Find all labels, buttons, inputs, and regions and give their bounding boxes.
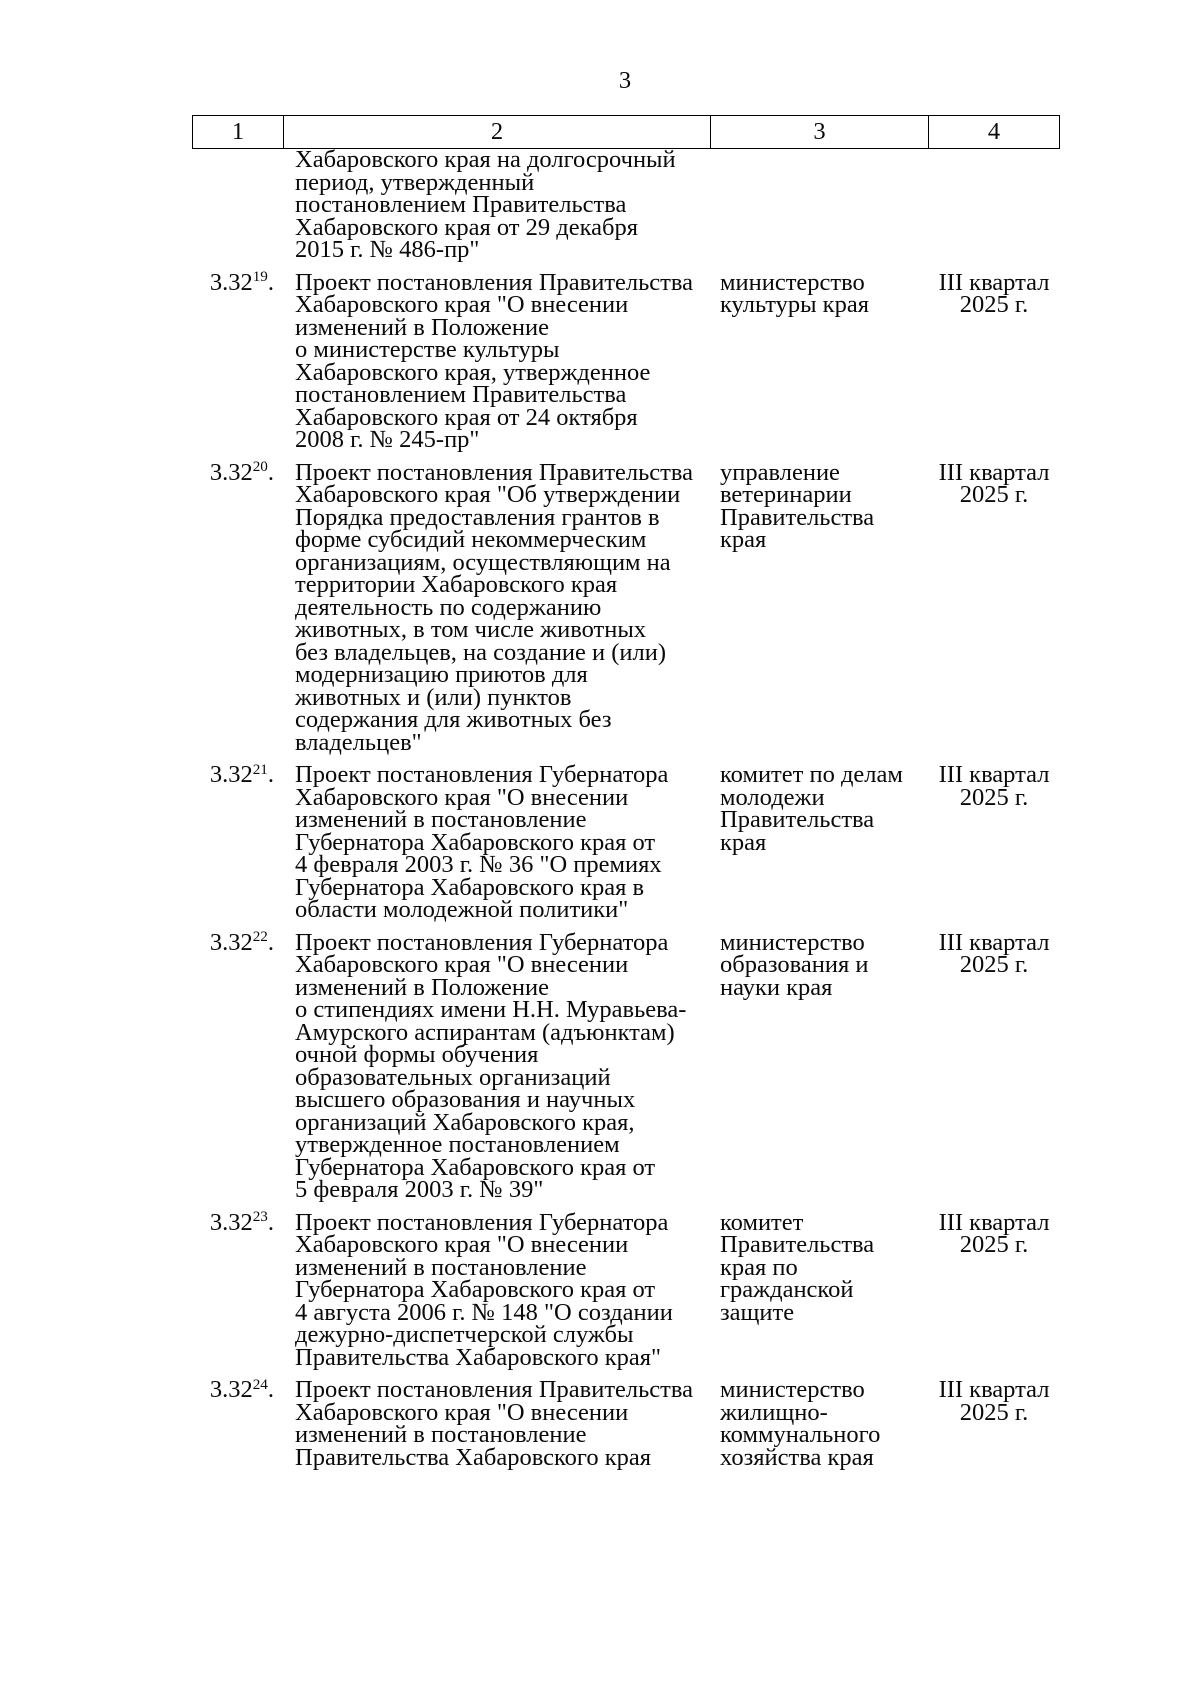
column-header-3: 3 (710, 116, 928, 148)
table-row (192, 262, 1060, 452)
item-number-suffix: . (267, 928, 274, 956)
item-executor: комитет по делам молодежи Правительства края (720, 761, 903, 856)
item-number-superscript: 19 (252, 268, 268, 286)
table-row (192, 452, 1060, 755)
item-deadline: III квартал 2025 г. (938, 1376, 1050, 1426)
item-description: Проект постановления Губернатора Хабаровского края "О внесении изменений в Положение о стипендиях имени Н.Н. Муравьева- Амурского аспирантам (адъюнктам) очной формы обучения образовательных организаций высшего образования и научных организаций Хабаровского края, утвержденное постановлением Губернатора Хабаровского края от 5 февраля 2003 г. № 39" (295, 928, 687, 1203)
item-number-superscript: 21 (252, 760, 268, 778)
column-header-1: 1 (192, 116, 283, 148)
item-deadline: III квартал 2025 г. (938, 268, 1050, 318)
item-executor: управление ветеринарии Правительства края (720, 458, 875, 553)
table-body (192, 146, 1060, 1471)
item-executor: министерство жилищно- коммунального хозяйства края (720, 1376, 881, 1471)
table-row (192, 922, 1060, 1202)
column-header-2: 2 (283, 116, 710, 148)
item-deadline: III квартал 2025 г. (938, 1208, 1050, 1258)
item-number-main: 3.32 (209, 1376, 253, 1403)
item-number-main: 3.32 (209, 458, 253, 486)
item-number-suffix: . (267, 268, 274, 296)
item-executor: министерство культуры края (720, 268, 869, 318)
item-number (192, 1375, 283, 1403)
item-deadline: III квартал 2025 г. (938, 761, 1050, 811)
page-number: 3 (618, 67, 632, 94)
item-number-superscript: 20 (252, 458, 268, 476)
item-number-suffix: . (267, 1208, 274, 1236)
item-number-superscript: 22 (252, 928, 268, 946)
item-number (192, 458, 283, 486)
item-description: Хабаровского края на долгосрочный период, утвержденный постановлением Правительства Хабаровского края от 29 декабря 2015 г. № 486-пр" (295, 146, 676, 263)
table-row (192, 754, 1060, 922)
table-row-continuation (192, 146, 1060, 263)
item-description: Проект постановления Правительства Хабаровского края "О внесении изменений в постановление Правительства Хабаровского края (295, 1376, 694, 1471)
column-header-4: 4 (928, 116, 1060, 148)
plan-table (192, 115, 1060, 1469)
item-number-suffix: . (267, 458, 274, 486)
table-header-row (192, 115, 1060, 149)
table-row (192, 1369, 1060, 1469)
item-number (192, 268, 283, 296)
item-number-main: 3.32 (209, 1208, 253, 1236)
item-number (192, 928, 283, 956)
item-number-suffix: . (267, 1376, 274, 1403)
item-number-main: 3.32 (209, 268, 253, 296)
item-number (192, 760, 283, 788)
item-number-main: 3.32 (209, 928, 253, 956)
table-row (192, 1202, 1060, 1370)
item-description: Проект постановления Губернатора Хабаровского края "О внесении изменений в постановление Губернатора Хабаровского края от 4 августа 2006 г. № 148 "О создании дежурно-диспетчерской службы Правительства Хабаровского края" (295, 1208, 673, 1371)
item-number-superscript: 23 (252, 1208, 268, 1226)
item-number-main: 3.32 (209, 761, 253, 788)
item-description: Проект постановления Правительства Хабаровского края "О внесении изменений в Положение о министерстве культуры Хабаровского края, утвержденное постановлением Правительства Хабаровского края от 24 октября 2008 г. № 245-пр" (295, 268, 694, 453)
item-number (192, 1208, 283, 1236)
item-deadline: III квартал 2025 г. (938, 458, 1050, 508)
item-description: Проект постановления Губернатора Хабаровского края "О внесении изменений в постановление Губернатора Хабаровского края от 4 февраля 2003 г. № 36 "О премиях Губернатора Хабаровского края в области молодежной политики" (295, 761, 669, 923)
item-executor: министерство образования и науки края (720, 928, 869, 1001)
item-deadline: III квартал 2025 г. (938, 928, 1050, 978)
item-description: Проект постановления Правительства Хабаровского края "Об утверждении Порядка предоставления грантов в форме субсидий некоммерческим организациям, осуществляющим на территории Хабаровского края деятельность по содержанию животных, в том числе животных без владельцев, на создание и (или) модернизацию приютов для животных и (или) пунктов содержания для животных без владельцев" (295, 458, 694, 756)
item-number-suffix: . (267, 761, 274, 788)
item-number-superscript: 24 (252, 1375, 268, 1393)
item-executor: комитет Правительства края по гражданской защите (720, 1208, 875, 1326)
